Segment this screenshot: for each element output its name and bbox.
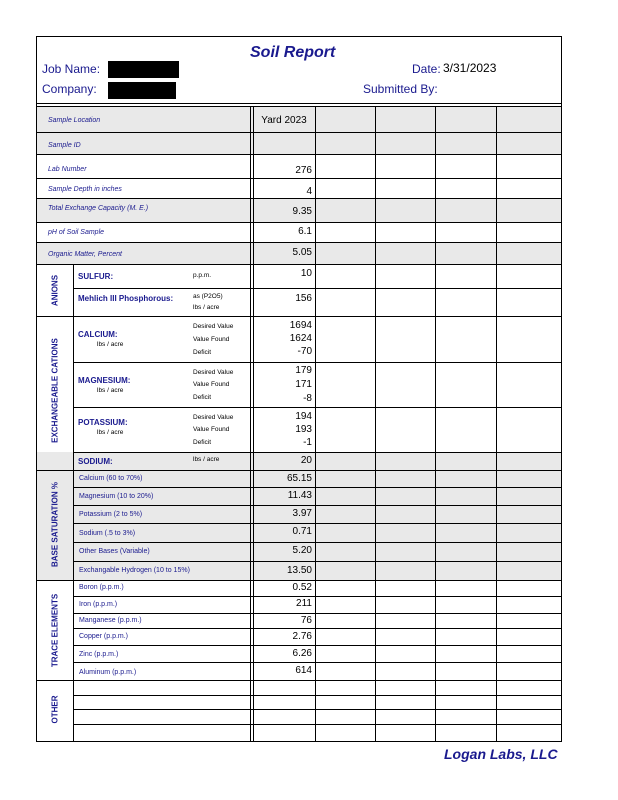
trace-manganese-value: 76 [300, 615, 312, 626]
rule [73, 695, 561, 696]
divider [435, 106, 436, 742]
base-sat-potassium-label: Potassium (2 to 5%) [79, 511, 143, 518]
rule [37, 470, 561, 471]
sodium-value: 20 [300, 455, 312, 466]
rule [73, 724, 561, 725]
anions-section-label: ANIONS [50, 274, 60, 307]
sulfur-value: 10 [300, 268, 312, 279]
sodium-unit: lbs / acre [193, 456, 220, 463]
rule [73, 288, 561, 289]
base-sat-sodium-value: 0.71 [292, 526, 312, 537]
potassium-deficit-label: Deficit [193, 439, 212, 446]
calcium-found-value: 1624 [289, 333, 312, 344]
rule [73, 407, 561, 408]
sulfur-unit: p.p.m. [193, 272, 212, 279]
magnesium-deficit-label: Deficit [193, 394, 212, 401]
potassium-desired-value: 194 [295, 411, 312, 422]
magnesium-label: MAGNESIUM: [78, 376, 131, 385]
base-sat-other-value: 5.20 [292, 545, 312, 556]
sample-location-label: Sample Location [48, 117, 101, 124]
footer-lab-name: Logan Labs, LLC [444, 746, 558, 762]
magnesium-deficit-value: -8 [303, 393, 312, 404]
rule [73, 596, 561, 597]
potassium-unit: lbs / acre [97, 429, 124, 436]
base-sat-other-label: Other Bases (Variable) [79, 548, 150, 555]
base-sat-calcium-value: 65.15 [286, 473, 312, 484]
potassium-deficit-value: -1 [303, 437, 312, 448]
sodium-label: SODIUM: [78, 457, 113, 466]
calcium-found-label: Value Found [193, 336, 230, 343]
company-redaction [108, 82, 176, 99]
sample-id-label: Sample ID [48, 142, 81, 149]
rule [37, 106, 561, 107]
rule [37, 680, 561, 681]
rule [73, 542, 561, 543]
phosphorous-unit-line2: lbs / acre [193, 304, 220, 311]
magnesium-found-label: Value Found [193, 381, 230, 388]
column-header-sample: Yard 2023 [261, 115, 307, 126]
submitted-by-label: Submitted By: [363, 82, 438, 96]
job-name-redaction [108, 61, 179, 78]
organic-matter-label: Organic Matter, Percent [48, 251, 122, 258]
tec-label: Total Exchange Capacity (M. E.) [48, 205, 149, 212]
lab-number-label: Lab Number [48, 166, 87, 173]
divider [250, 106, 251, 742]
divider [375, 106, 376, 742]
rule [37, 264, 561, 265]
trace-copper-label: Copper (p.p.m.) [79, 633, 129, 640]
trace-iron-label: Iron (p.p.m.) [79, 601, 118, 608]
rule [73, 505, 561, 506]
rule [73, 628, 561, 629]
rule [37, 198, 561, 199]
base-saturation-section-label: BASE SATURATION % [50, 481, 60, 568]
calcium-unit: lbs / acre [97, 341, 124, 348]
other-section-label: OTHER [50, 695, 60, 724]
trace-boron-label: Boron (p.p.m.) [79, 584, 124, 591]
sample-depth-label: Sample Depth in inches [48, 186, 122, 193]
rule [37, 242, 561, 243]
trace-aluminum-value: 614 [295, 665, 312, 676]
base-sat-potassium-value: 3.97 [292, 508, 312, 519]
base-sat-sodium-label: Sodium (.5 to 3%) [79, 530, 136, 537]
rule [73, 452, 561, 453]
trace-zinc-value: 6.26 [292, 648, 312, 659]
rule [37, 154, 561, 155]
company-label: Company: [42, 82, 97, 96]
rule [37, 316, 561, 317]
base-sat-magnesium-label: Magnesium (10 to 20%) [79, 493, 154, 500]
shade-sample-rows [37, 106, 561, 154]
magnesium-desired-label: Desired Value [193, 369, 234, 376]
base-sat-hydrogen-value: 13.50 [286, 565, 312, 576]
divider [73, 264, 74, 742]
rule [37, 103, 561, 104]
rule [73, 362, 561, 363]
rule [73, 709, 561, 710]
date-label: Date: [412, 62, 441, 76]
phosphorous-unit-line1: as (P2O5) [193, 293, 223, 300]
report-title: Soil Report [250, 44, 336, 61]
potassium-label: POTASSIUM: [78, 418, 128, 427]
base-sat-calcium-label: Calcium (60 to 70%) [79, 475, 143, 482]
trace-copper-value: 2.76 [292, 631, 312, 642]
base-sat-hydrogen-label: Exchangable Hydrogen (10 to 15%) [79, 567, 190, 574]
ph-label: pH of Soil Sample [48, 229, 105, 236]
ph-value: 6.1 [298, 226, 312, 237]
date-value: 3/31/2023 [443, 61, 497, 75]
sulfur-label: SULFUR: [78, 272, 114, 281]
magnesium-found-value: 171 [295, 379, 312, 390]
rule [73, 662, 561, 663]
tec-value: 9.35 [292, 206, 312, 217]
magnesium-unit: lbs / acre [97, 387, 124, 394]
calcium-desired-label: Desired Value [193, 323, 234, 330]
calcium-label: CALCIUM: [78, 330, 118, 339]
potassium-found-value: 193 [295, 424, 312, 435]
trace-aluminum-label: Aluminum (p.p.m.) [79, 669, 137, 676]
sample-depth-value: 4 [306, 186, 312, 197]
rule [73, 487, 561, 488]
trace-boron-value: 0.52 [292, 582, 312, 593]
magnesium-desired-value: 179 [295, 365, 312, 376]
job-name-label: Job Name: [42, 62, 101, 76]
potassium-found-label: Value Found [193, 426, 230, 433]
calcium-deficit-value: -70 [297, 346, 312, 357]
potassium-desired-label: Desired Value [193, 414, 234, 421]
trace-elements-section-label: TRACE ELEMENTS [50, 593, 60, 668]
lab-number-value: 276 [295, 165, 312, 176]
rule [73, 523, 561, 524]
phosphorous-value: 156 [295, 293, 312, 304]
rule [37, 132, 561, 133]
rule [37, 178, 561, 179]
base-sat-magnesium-value: 11.43 [287, 490, 312, 501]
trace-manganese-label: Manganese (p.p.m.) [79, 617, 142, 624]
organic-matter-value: 5.05 [292, 247, 312, 258]
rule [73, 561, 561, 562]
phosphorous-label: Mehlich III Phosphorous: [78, 294, 174, 303]
divider [496, 106, 497, 742]
trace-zinc-label: Zinc (p.p.m.) [79, 651, 119, 658]
trace-iron-value: 211 [296, 598, 312, 609]
rule [73, 613, 561, 614]
rule [37, 580, 561, 581]
calcium-desired-value: 1694 [289, 320, 312, 331]
calcium-deficit-label: Deficit [193, 349, 212, 356]
rule [37, 222, 561, 223]
divider [315, 106, 316, 742]
rule [73, 645, 561, 646]
cations-section-label: EXCHANGEABLE CATIONS [50, 338, 60, 443]
